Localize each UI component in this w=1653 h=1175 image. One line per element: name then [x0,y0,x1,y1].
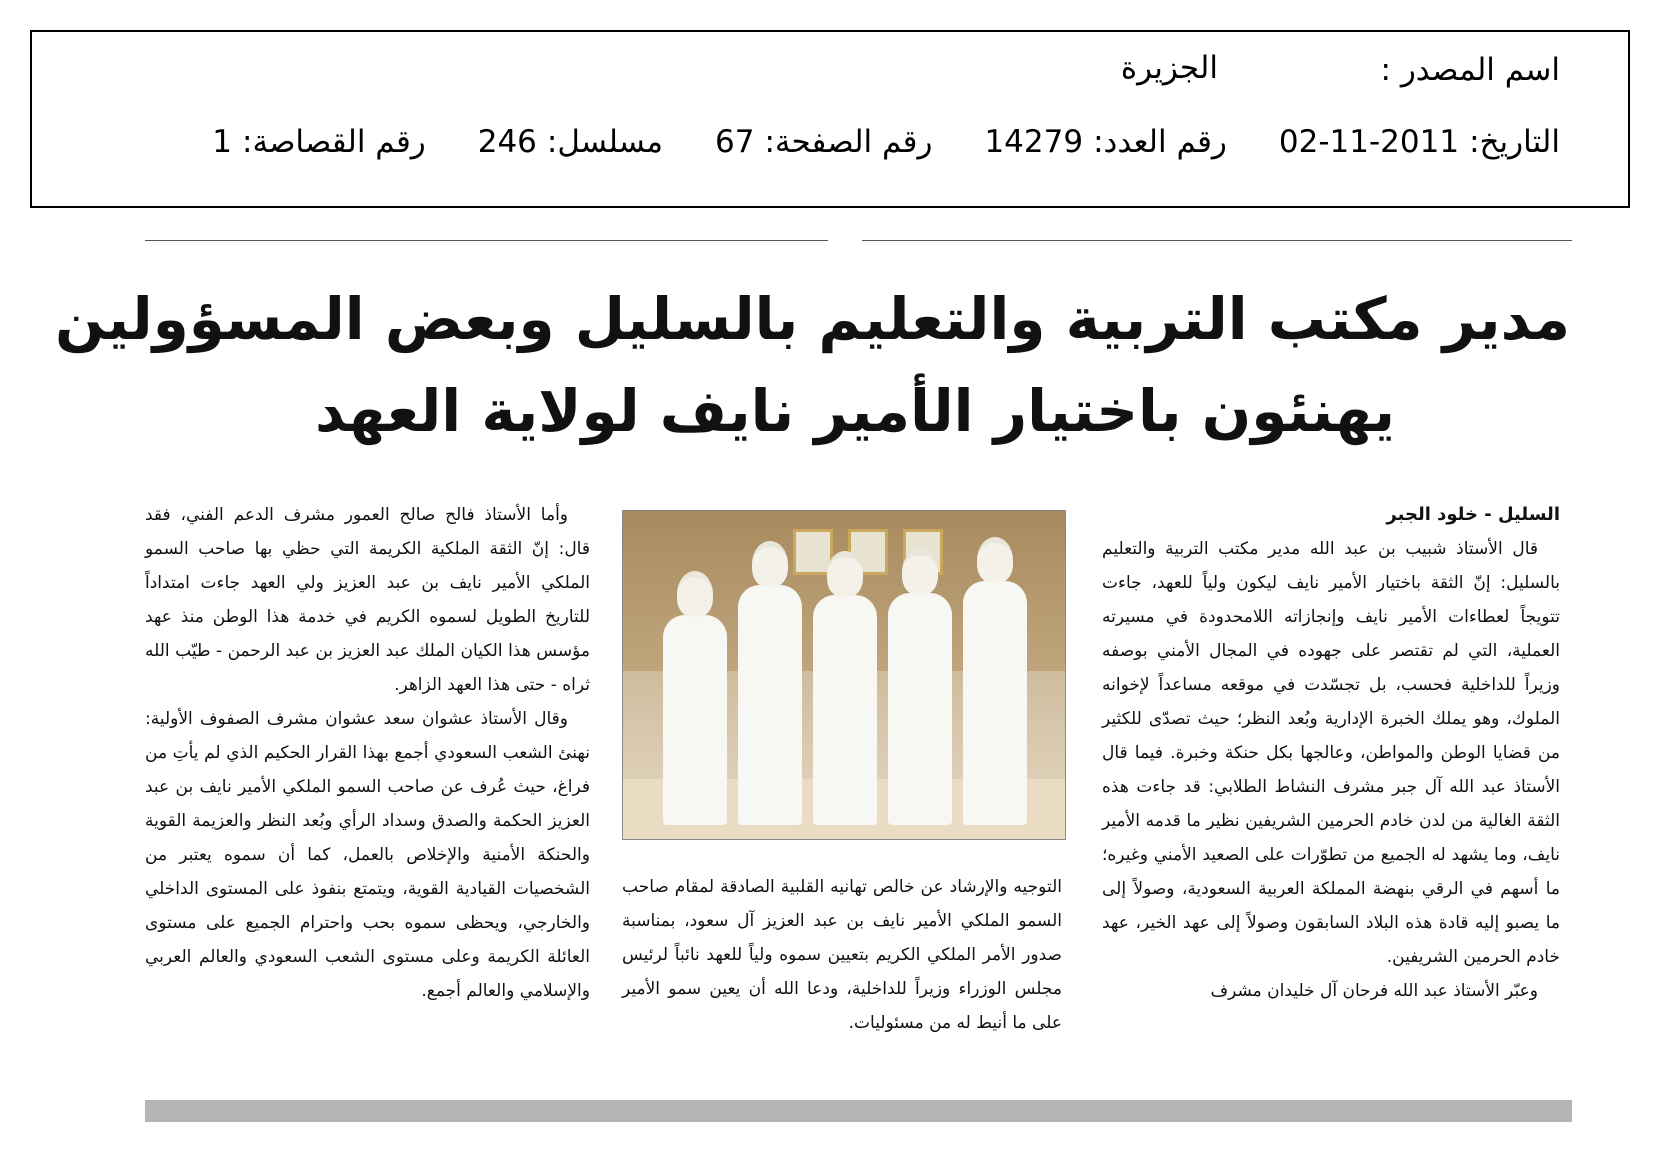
photo-person [738,585,802,825]
page-field [715,124,932,160]
issue-value: 14279 [984,124,1084,160]
clip-label: رقم القصاصة: [242,124,426,160]
paragraph: قال الأستاذ شبيب بن عبد الله مدير مكتب التربية والتعليم بالسليل: إنّ الثقة باختيار الأمير نايف ليكون ولياً للعهد، جاءت تتويجاً لعطاءات الأمير نايف وإنجازاته اللامحدودة في مسيرته العملية، التي لم تقتصر على جهوده في المجال الأمني بوصفه وزيراً للداخلية فحسب، بل تجسّدت في موقعه مساعداً لإخوانه الملوك، وهو يملك الخبرة الإدارية وبُعد النظر؛ حيث تصدّى للكثير من قضايا الوطن والمواطن، وعالجها بكل حنكة وخبرة. فيما قال الأستاذ عبد الله آل جبر مشرف النشاط الطلابي: قد جاءت هذه الثقة الغالية من لدن خادم الحرمين الشريفين نظير ما قدمه الأمير نايف، وما يشهد له الجميع من تطوّرات على الصعيد الأمني وغيره؛ ما أسهم في الرقي بنهضة المملكة العربية السعودية، وصولاً إلى ما يصبو إليه قادة هذه البلاد السابقون وصولاً إلى عهد الخير، عهد خادم الحرمين الشريفين. [1102,539,1560,967]
paragraph: وقال الأستاذ عشوان سعد عشوان مشرف الصفوف الأولية: نهنئ الشعب السعودي أجمع بهذا القرار الحكيم الذي لم يأتِ من فراغ، حيث عُرف عن صاحب السمو الملكي الأمير نايف بن عبد العزيز الحكمة والصدق وسداد الرأي وبُعد النظر والعزيمة القوية والحنكة الأمنية والإخلاص بالعمل، كما أن سموه يعتبر من الشخصيات القيادية القوية، ويتمتع بنفوذ على المستوى الداخلي والخارجي، ويحظى سموه بحب واحترام الجميع على مستوى العائلة الكريمة وعلى مستوى الشعب السعودي والعالم العربي والإسلامي والعالم أجمع. [145,709,590,1001]
photo-person-head [902,549,938,595]
photo-person [888,593,952,825]
source-label: اسم المصدر : [1380,52,1560,88]
photo-person [813,595,877,825]
source-value: الجزيرة [1120,50,1218,86]
byline: السليل - خلود الجبر [1386,504,1560,525]
photo-person [963,581,1027,825]
issue-field [984,124,1226,160]
issue-label: رقم العدد: [1093,124,1227,160]
clip-field [212,124,425,160]
bottom-bar [145,1100,1572,1122]
date-field [1279,124,1560,160]
article-column-left [145,498,590,1008]
page-value: 67 [715,124,755,160]
photo-person-head [677,571,713,617]
date-label: التاريخ: [1469,124,1560,160]
page-label: رقم الصفحة: [764,124,933,160]
date-value: 2011-11-02 [1278,124,1460,160]
headline-line-2: يهنئون باختيار الأمير نايف لولاية العهد [314,377,1396,445]
paragraph: وأما الأستاذ فالح صالح العمور مشرف الدعم الفني، فقد قال: إنّ الثقة الملكية الكريمة التي حظي بها صاحب السمو الملكي الأمير نايف بن عبد العزيز ولي العهد جاءت امتداداً للتاريخ الطويل لسموه الكريم في خدمة هذا الوطن منذ عهد مؤسس هذا الكيان الملك عبد العزيز بن عبد الرحمن - طيّب الله ثراه - حتى هذا العهد الزاهر. [145,505,590,695]
top-divider-left [145,240,828,241]
serial-field [478,124,663,160]
article-column-middle [622,870,1062,1040]
serial-label: مسلسل: [546,124,664,160]
photo-person-head [977,537,1013,583]
source-meta-row [160,124,1560,160]
paragraph: التوجيه والإرشاد عن خالص تهانيه القلبية الصادقة لمقام صاحب السمو الملكي الأمير نايف بن عبد العزيز آل سعود، بمناسبة صدور الأمر الملكي الكريم بتعيين سموه ولياً للعهد نائباً لرئيس مجلس الوزراء وزيراً للداخلية، ودعا الله أن يعين سمو الأمير على ما أنيط له من مسئوليات. [622,877,1062,1033]
photo-person [663,615,727,825]
clip-value: 1 [212,124,232,160]
photo-person-head [752,541,788,587]
article-column-right [1102,498,1560,1008]
group-photo-icon [622,510,1066,840]
paragraph: وعبّر الأستاذ عبد الله فرحان آل خليدان مشرف [1210,981,1538,1001]
headline-line-1: مدير مكتب التربية والتعليم بالسليل وبعض المسؤولين [55,285,1570,353]
photo-person-head [827,551,863,597]
serial-value: 246 [477,124,537,160]
top-divider-right [862,240,1572,241]
source-info-box [30,30,1630,208]
